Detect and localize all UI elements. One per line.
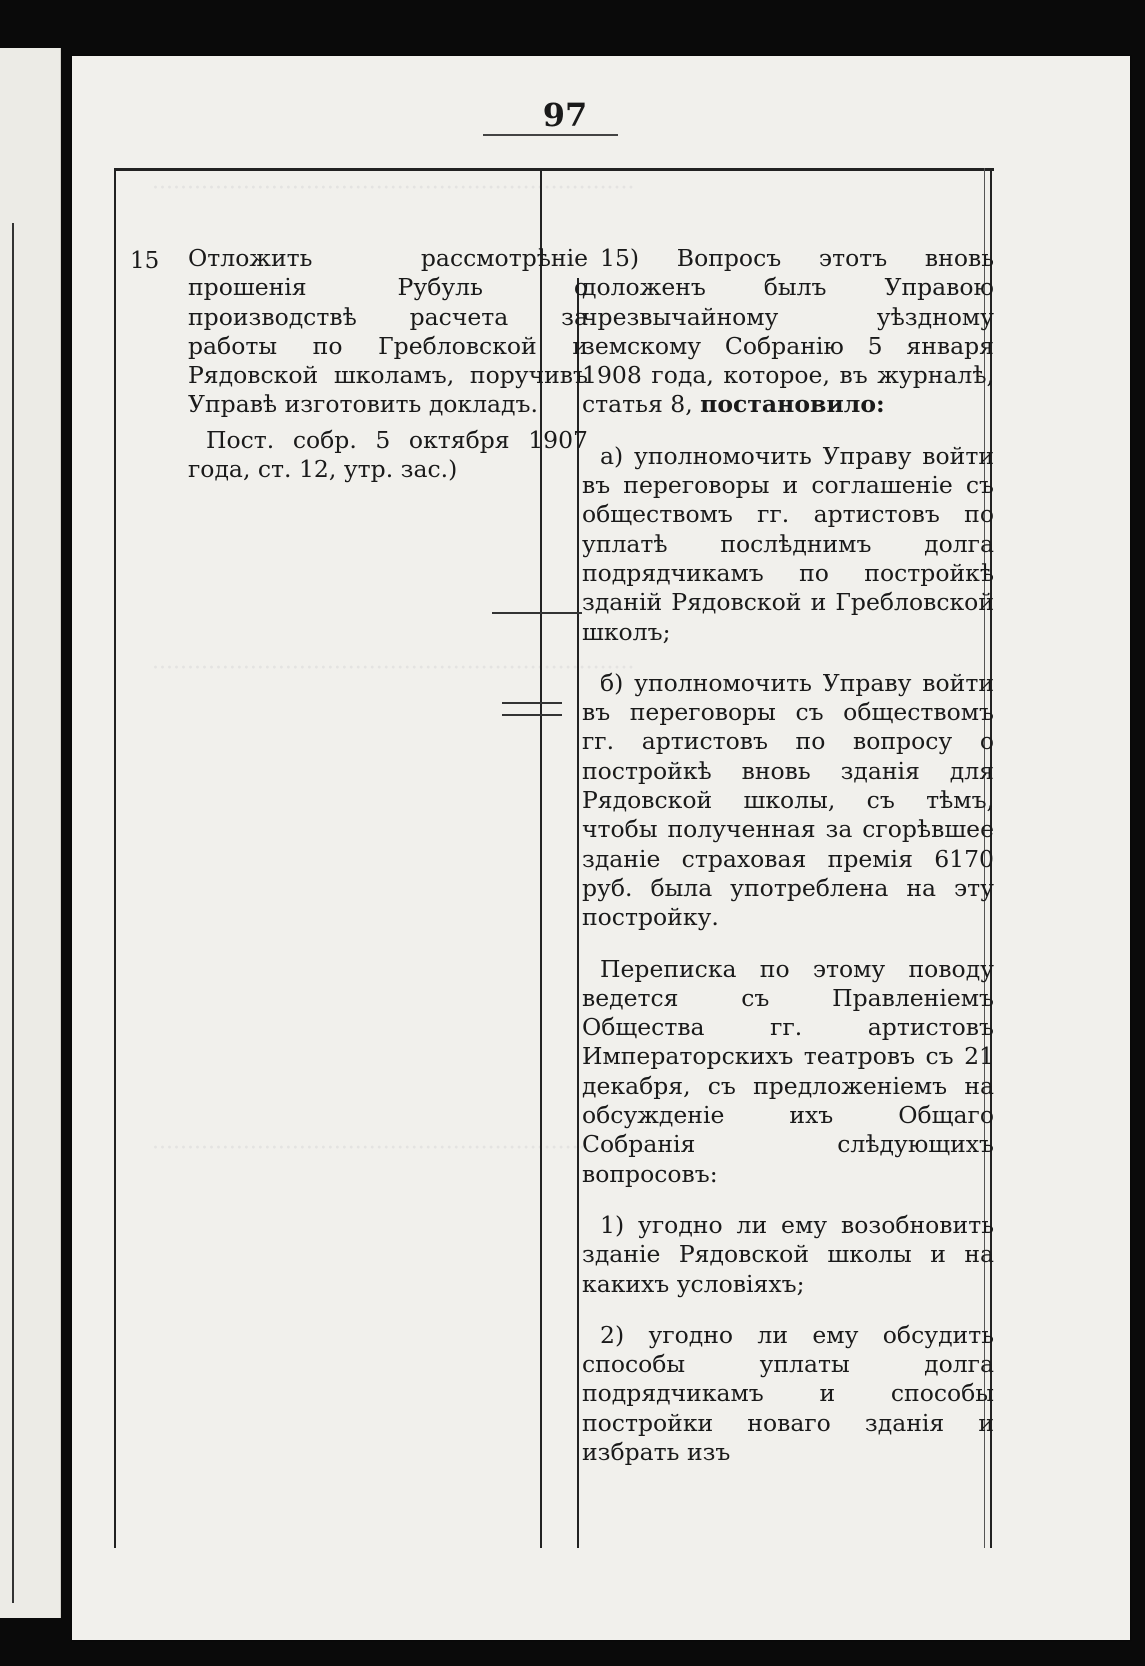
table-left-border xyxy=(114,168,116,1548)
page-number-underline xyxy=(483,134,618,136)
section-divider xyxy=(502,714,562,716)
right-column-text xyxy=(582,244,994,1467)
item-number: 15 xyxy=(130,248,160,274)
bleed-through-text: ····································································· xyxy=(152,656,635,681)
right-item-a: а) уполномочить Управу войти въ переговоры и соглашеніе съ обществомъ гг. артистовъ по уплатѣ послѣднимъ долга подрядчикамъ по постройкѣ зданій Рядовской и Гребловской школъ; xyxy=(582,441,994,646)
document-page xyxy=(72,56,1130,1640)
left-paragraph-resolution: Отложить рассмотрѣніе прошенія Рубуль о производствѣ расчета за работы по Гребловской и Рядовской школамъ, поручивъ Управѣ изготовить докладъ. xyxy=(188,244,588,419)
table-top-rule xyxy=(114,168,994,171)
section-divider xyxy=(492,612,582,614)
right-paragraph-intro xyxy=(582,244,994,420)
section-divider xyxy=(502,702,562,704)
bleed-through-text: ····································································· xyxy=(152,1136,635,1161)
left-paragraph-reference: Пост. собр. 5 октября 1907 года, ст. 12, утр. зас.) xyxy=(188,425,588,484)
right-item-b: б) уполномочить Управу войти въ переговоры съ обществомъ гг. артистовъ по вопросу о постройкѣ вновь зданія для Рядовской школы, съ тѣмъ, чтобы полученная за сгорѣвшее зданіе страховая премія 6170 руб. была употреблена на эту постройку. xyxy=(582,668,994,932)
right-question-2: 2) угодно ли ему обсудить способы уплаты долга подрядчикамъ и способы постройки новаго зданія и избрать изъ xyxy=(582,1320,994,1466)
right-correspondence: Переписка по этому поводу ведется съ Правленіемъ Общества гг. артистовъ Императорскихъ театровъ съ 21 декабря, съ предложеніемъ на обсужденіе ихъ Общаго Собранія слѣдующихъ вопросовъ: xyxy=(582,954,994,1188)
page-number: 97 xyxy=(542,96,588,134)
bleed-through-text: ····································································· xyxy=(152,176,635,201)
adjacent-page-rule xyxy=(12,223,14,1603)
resolution-word: постановило: xyxy=(700,390,885,419)
right-intro-text: 15) Вопросъ этотъ вновь доложенъ былъ Управою чрезвычайному уѣздному земскому Собранію 5 января 1908 года, которое, въ журналѣ, статья 8, xyxy=(582,244,994,419)
adjacent-page-edge xyxy=(0,48,61,1618)
left-column-text xyxy=(188,244,588,484)
right-question-1: 1) угодно ли ему возобновить зданіе Рядовской школы и на какихъ условіяхъ; xyxy=(582,1210,994,1298)
